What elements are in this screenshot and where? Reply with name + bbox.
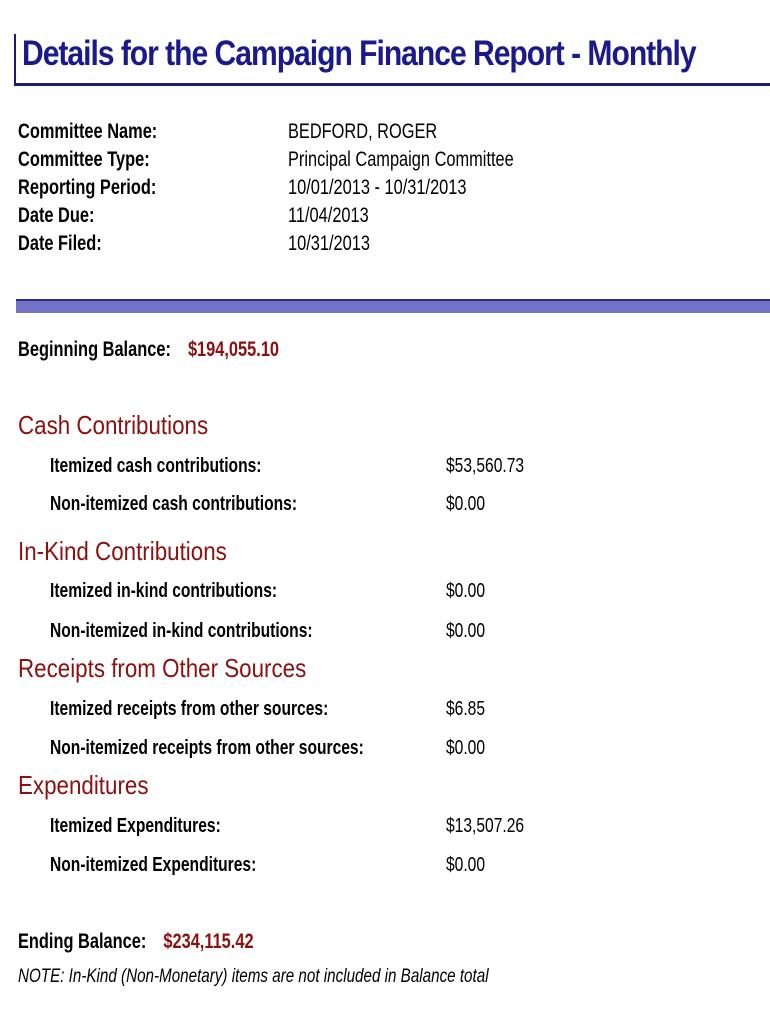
line-item-label: Itemized in-kind contributions: — [50, 580, 278, 602]
section-heading-cash-contributions: Cash Contributions — [18, 410, 209, 440]
date-due-label: Date Due: — [18, 204, 95, 227]
ending-balance — [18, 930, 254, 954]
section-heading-other-receipts: Receipts from Other Sources — [18, 653, 307, 683]
line-item-value: $13,507.26 — [446, 815, 525, 837]
ending-balance-amount: $234,115.42 — [163, 930, 254, 953]
committee-name-value: BEDFORD, ROGER — [288, 120, 438, 143]
committee-type-label: Committee Type: — [18, 148, 150, 171]
beginning-balance — [18, 338, 279, 362]
section-heading-expenditures: Expenditures — [18, 770, 149, 800]
line-item-label: Itemized cash contributions: — [50, 455, 262, 477]
beginning-balance-amount: $194,055.10 — [187, 338, 280, 361]
page-title: Details for the Campaign Finance Report - Monthly — [22, 34, 696, 73]
line-item-label: Non-itemized Expenditures: — [50, 854, 257, 876]
page-header — [14, 34, 770, 86]
line-item-value: $53,560.73 — [446, 455, 525, 477]
line-item-value: $0.00 — [446, 580, 486, 602]
line-item-value: $0.00 — [446, 854, 486, 876]
title-divider — [16, 83, 770, 86]
line-item-label: Itemized Expenditures: — [50, 815, 221, 837]
reporting-period-value: 10/01/2013 - 10/31/2013 — [288, 176, 467, 199]
committee-type-value: Principal Campaign Committee — [288, 148, 514, 171]
beginning-balance-label: Beginning Balance: — [18, 338, 171, 361]
line-item-value: $0.00 — [446, 737, 486, 759]
line-item-label: Non-itemized cash contributions: — [50, 493, 298, 515]
line-item-label: Non-itemized in-kind contributions: — [50, 620, 313, 642]
date-filed-value: 10/31/2013 — [288, 232, 370, 255]
balance-note: NOTE: In-Kind (Non-Monetary) items are not included in Balance total — [18, 966, 489, 987]
line-item-value: $0.00 — [446, 620, 486, 642]
line-item-label: Itemized receipts from other sources: — [50, 698, 329, 720]
section-divider-band — [16, 299, 770, 313]
reporting-period-label: Reporting Period: — [18, 176, 157, 199]
line-item-label: Non-itemized receipts from other sources: — [50, 737, 364, 759]
date-due-value: 11/04/2013 — [288, 204, 369, 227]
ending-balance-label: Ending Balance: — [18, 930, 147, 953]
date-filed-label: Date Filed: — [18, 232, 102, 255]
committee-name-label: Committee Name: — [18, 120, 158, 143]
line-item-value: $0.00 — [446, 493, 486, 515]
section-heading-in-kind-contributions: In-Kind Contributions — [18, 536, 227, 566]
line-item-value: $6.85 — [446, 698, 486, 720]
